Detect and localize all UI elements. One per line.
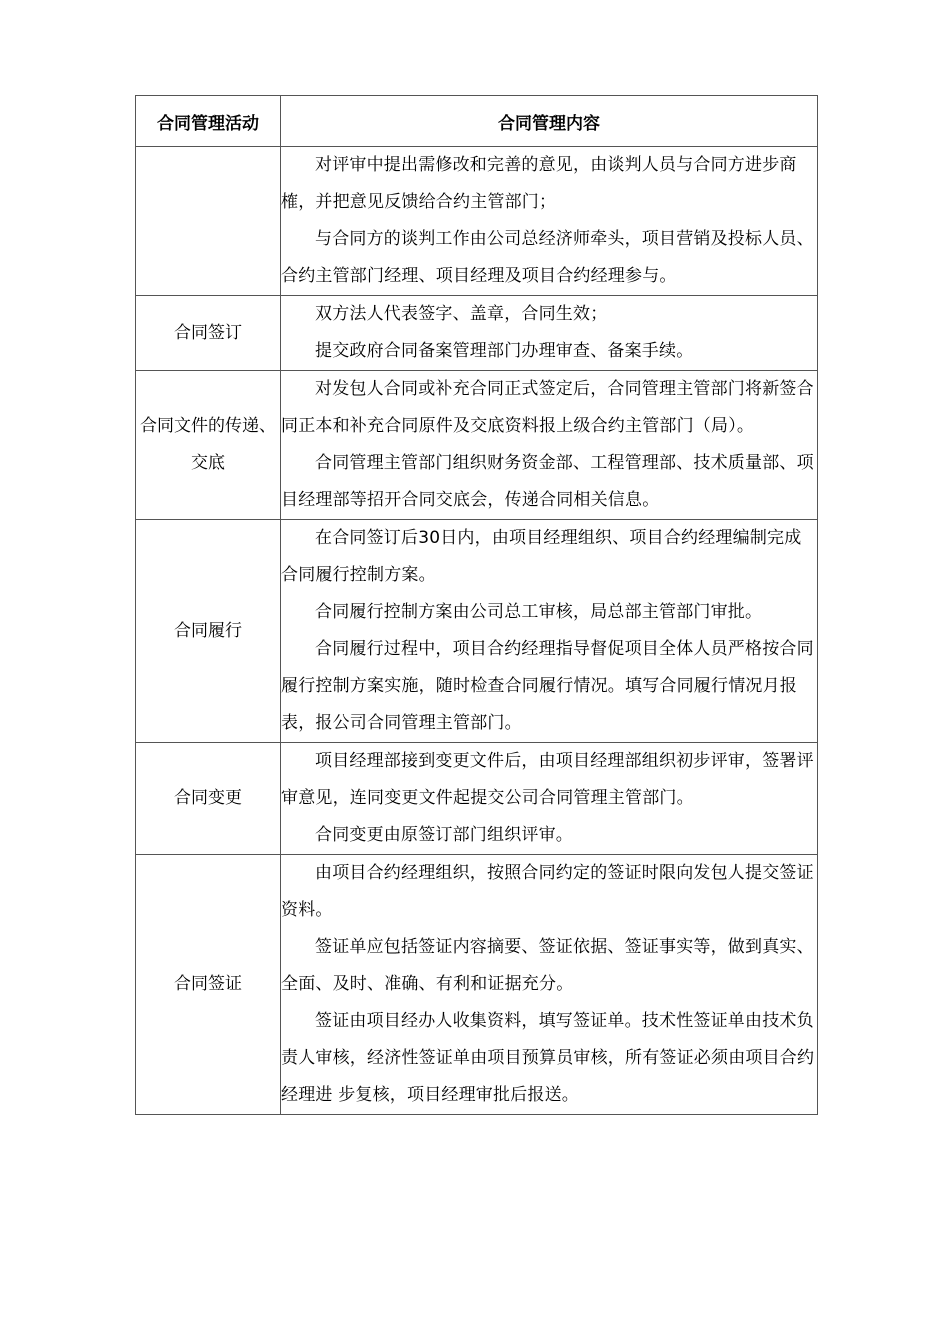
content-paragraph: 合同管理主管部门组织财务资金部、工程管理部、技术质量部、项目经理部等招开合同交底会，传递合同相关信息。: [281, 453, 814, 510]
header-activity: 合同管理活动: [136, 96, 281, 147]
content-paragraph: 签证单应包括签证内容摘要、签证依据、签证事实等，做到真实、全面、及时、准确、有利和证据充分。: [281, 937, 814, 994]
activity-cell: [136, 147, 281, 296]
content-cell: [281, 371, 818, 520]
table-row: [136, 855, 818, 1115]
content-cell: [281, 855, 818, 1115]
header-content: 合同管理内容: [281, 96, 818, 147]
content-paragraph: 对发包人合同或补充合同正式签定后，合同管理主管部门将新签合同正本和补充合同原件及交底资料报上级合约主管部门（局）。: [281, 379, 814, 436]
content-paragraph: 与合同方的谈判工作由公司总经济师牵头，项目营销及投标人员、合约主管部门经理、项目经理及项目合约经理参与。: [281, 229, 814, 286]
content-cell: [281, 743, 818, 855]
content-paragraph: 合同履行控制方案由公司总工审核，局总部主管部门审批。: [315, 602, 763, 622]
table-row: [136, 371, 818, 520]
content-cell: [281, 296, 818, 371]
activity-cell: 合同变更: [136, 743, 281, 855]
content-paragraph: 提交政府合同备案管理部门办理审查、备案手续。: [315, 341, 694, 361]
content-paragraph: 双方法人代表签字、盖章，合同生效；: [315, 304, 608, 324]
table-row: [136, 743, 818, 855]
activity-cell: 合同履行: [136, 520, 281, 743]
activity-cell: 合同文件的传递、交底: [136, 371, 281, 520]
content-paragraph: 在合同签订后30日内，由项目经理组织、项目合约经理编制完成合同履行控制方案。: [281, 528, 802, 585]
content-paragraph: 签证由项目经办人收集资料，填写签证单。技术性签证单由技术负责人审核，经济性签证单由项目预算员审核，所有签证必须由项目合约经理进 步复核，项目经理审批后报送。: [281, 1011, 815, 1105]
content-paragraph: 合同变更由原签订部门组织评审。: [315, 825, 573, 845]
content-cell: [281, 147, 818, 296]
activity-cell: 合同签订: [136, 296, 281, 371]
contract-management-table: [135, 95, 818, 1115]
table-row: [136, 147, 818, 296]
content-paragraph: 合同履行过程中，项目合约经理指导督促项目全体人员严格按合同履行控制方案实施，随时检查合同履行情况。填写合同履行情况月报表，报公司合同管理主管部门。: [281, 639, 814, 733]
content-paragraph: 对评审中提出需修改和完善的意见，由谈判人员与合同方进步商榷，并把意见反馈给合约主管部门；: [281, 155, 797, 212]
content-cell: [281, 520, 818, 743]
activity-cell: 合同签证: [136, 855, 281, 1115]
table-row: [136, 520, 818, 743]
table-header-row: [136, 96, 818, 147]
content-paragraph: 项目经理部接到变更文件后，由项目经理部组织初步评审，签署评审意见，连同变更文件起提交公司合同管理主管部门。: [281, 751, 814, 808]
content-paragraph: 由项目合约经理组织，按照合同约定的签证时限向发包人提交签证资料。: [281, 863, 814, 920]
table-row: [136, 296, 818, 371]
